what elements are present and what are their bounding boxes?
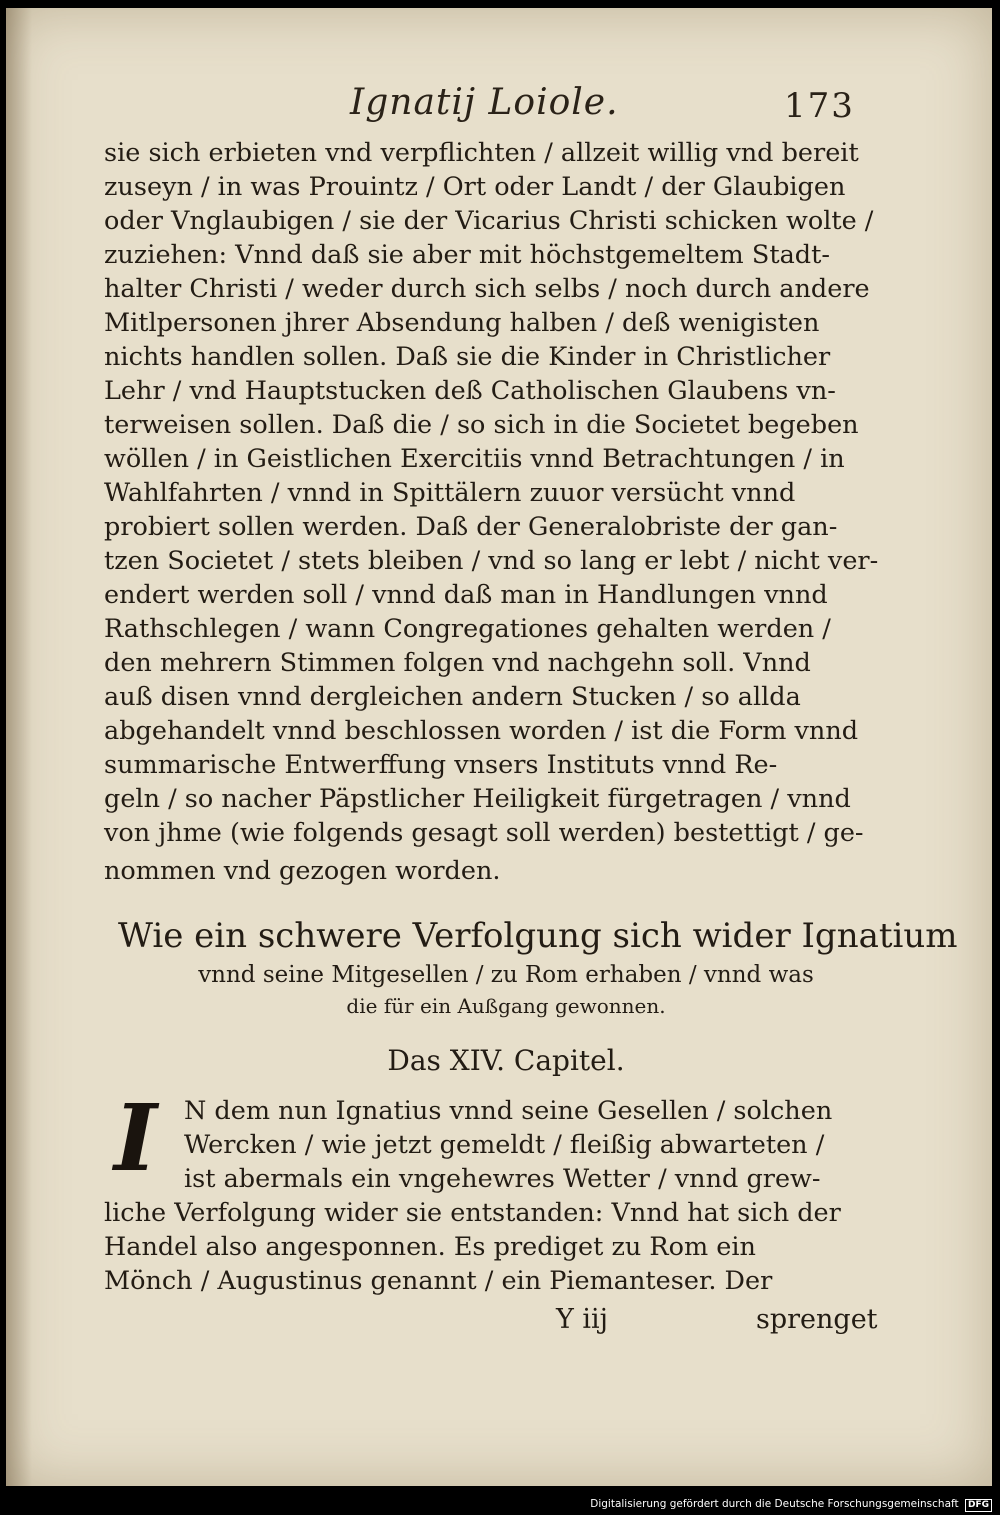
page-gutter-shadow <box>6 8 32 1486</box>
dfg-logo: DFG <box>965 1499 992 1512</box>
text-line: Mitlpersonen jhrer Absendung halben / deß wenigisten <box>104 308 820 338</box>
text-line: tzen Societet / stets bleiben / vnd so lang er lebt / nicht ver- <box>104 546 879 576</box>
funding-note <box>590 1498 992 1512</box>
chapter-title-line-1: Wie ein schwere Verfolgung sich wider Ignatium <box>118 916 958 956</box>
catchword: sprenget <box>756 1304 878 1335</box>
text-line: zuziehen: Vnnd daß sie aber mit höchstgemeltem Stadt- <box>104 240 830 270</box>
text-line: terweisen sollen. Daß die / so sich in die Societet begeben <box>104 410 859 440</box>
text-line: probiert sollen werden. Daß der Generalobriste der gan- <box>104 512 838 542</box>
text-line: liche Verfolgung wider sie entstanden: Vnnd hat sich der <box>104 1198 841 1228</box>
page-number: 173 <box>784 86 855 126</box>
text-line: Lehr / vnd Hauptstucken deß Catholischen Glaubens vn- <box>104 376 836 406</box>
text-line: geln / so nacher Päpstlicher Heiligkeit fürgetragen / vnnd <box>104 784 851 814</box>
text-line: Mönch / Augustinus genannt / ein Piemanteser. Der <box>104 1266 773 1296</box>
chapter-label: Das XIV. Capitel. <box>387 1044 625 1077</box>
page-header <box>6 82 992 132</box>
text-line: halter Christi / weder durch sich selbs / noch durch andere <box>104 274 870 304</box>
text-line: Wahlfahrten / vnnd in Spittälern zuuor versücht vnnd <box>104 478 796 508</box>
text-line: abgehandelt vnnd beschlossen worden / ist die Form vnnd <box>104 716 859 746</box>
funding-note-text: Digitalisierung gefördert durch die Deutsche Forschungsgemeinschaft <box>590 1498 959 1510</box>
text-line: nichts handlen sollen. Daß sie die Kinder in Christlicher <box>104 342 831 372</box>
text-line: sie sich erbieten vnd verpflichten / allzeit willig vnd bereit <box>104 138 859 168</box>
text-line: nommen vnd gezogen worden. <box>104 856 501 886</box>
text-line: oder Vnglaubigen / sie der Vicarius Christi schicken wolte / <box>104 206 874 236</box>
text-line: N dem nun Ignatius vnnd seine Gesellen / solchen <box>184 1096 833 1126</box>
text-line: endert werden soll / vnnd daß man in Handlungen vnnd <box>104 580 828 610</box>
chapter-title-line-3: die für ein Außgang gewonnen. <box>346 994 666 1018</box>
text-line: den mehrern Stimmen folgen vnd nachgehn soll. Vnnd <box>104 648 811 678</box>
text-line: auß disen vnnd dergleichen andern Stucken / so allda <box>104 682 801 712</box>
chapter-title-line-2: vnnd seine Mitgesellen / zu Rom erhaben / vnnd was <box>198 962 814 988</box>
text-line: von jhme (wie folgends gesagt soll werden) bestettigt / ge- <box>104 818 864 848</box>
running-head: Ignatij Loiole. <box>350 82 619 123</box>
text-line: zuseyn / in was Prouintz / Ort oder Landt / der Glaubigen <box>104 172 846 202</box>
text-line: Handel also angesponnen. Es prediget zu Rom ein <box>104 1232 756 1262</box>
signature-mark: Y iij <box>556 1304 609 1335</box>
text-line: summarische Entwerffung vnsers Instituts vnnd Re- <box>104 750 778 780</box>
text-line: ist abermals ein vngehewres Wetter / vnnd grew- <box>184 1164 821 1194</box>
text-line: wöllen / in Geistlichen Exercitiis vnnd Betrachtungen / in <box>104 444 845 474</box>
text-line: Rathschlegen / wann Congregationes gehalten werden / <box>104 614 831 644</box>
book-page <box>6 8 992 1486</box>
text-line: Wercken / wie jetzt gemeldt / fleißig abwarteten / <box>184 1130 825 1160</box>
drop-cap-initial: I <box>114 1084 158 1192</box>
